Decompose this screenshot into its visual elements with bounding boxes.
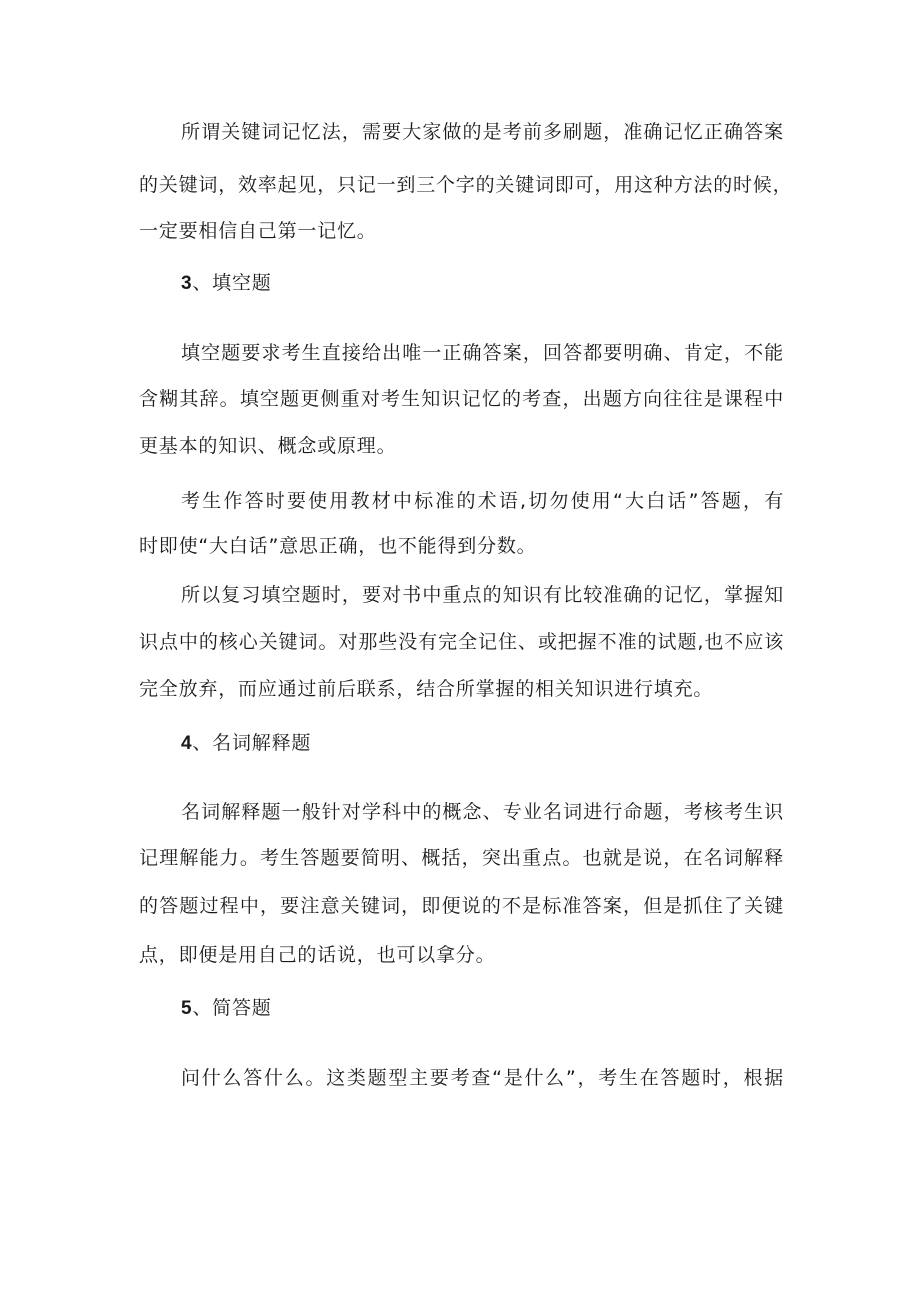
paragraph-5-line-1: 名词解释题一般针对学科中的概念、专业名词进行命题，考核考生识 [181, 801, 784, 823]
paragraph-3-line-1: 考生作答时要使用教材中标准的术语,切勿使用“大白话”答题，有 [181, 490, 784, 512]
paragraph-2-line-3: 更基本的知识、概念或原理。 [139, 435, 397, 457]
section-heading-4 [181, 731, 311, 756]
section-title: 、名词解释题 [192, 732, 312, 754]
paragraph-4-line-1: 所以复习填空题时，要对书中重点的知识有比较准确的记忆，掌握知 [181, 584, 784, 606]
paragraph-4-line-2: 识点中的核心关键词。对那些没有完全记住、或把握不准的试题,也不应该 [139, 631, 784, 653]
section-number: 3 [181, 273, 193, 294]
section-number: 5 [181, 998, 193, 1019]
section-title: 、填空题 [192, 272, 272, 294]
paragraph-5-line-3: 的答题过程中，要注意关键词，即便说的不是标准答案，但是抓住了关键 [139, 895, 784, 917]
paragraph-1-line-3: 一定要相信自己第一记忆。 [139, 220, 377, 242]
paragraph-1-line-2: 的关键词，效率起见，只记一到三个字的关键词即可，用这种方法的时候， [139, 174, 793, 196]
paragraph-4-line-3: 完全放弃，而应通过前后联系，结合所掌握的相关知识进行填充。 [139, 678, 714, 700]
paragraph-5-line-4: 点，即便是用自己的话说，也可以拿分。 [139, 944, 496, 966]
paragraph-2-line-2: 含糊其辞。填空题更侧重对考生知识记忆的考查，出题方向往往是课程中 [139, 388, 784, 410]
section-title: 、简答题 [192, 997, 272, 1019]
section-heading-5 [181, 996, 272, 1021]
paragraph-2-line-1: 填空题要求考生直接给出唯一正确答案，回答都要明确、肯定，不能 [181, 342, 784, 364]
paragraph-5-line-2: 记理解能力。考生答题要简明、概括，突出重点。也就是说，在名词解释 [139, 847, 784, 869]
paragraph-1-line-1: 所谓关键词记忆法，需要大家做的是考前多刷题，准确记忆正确答案 [181, 121, 784, 143]
section-heading-3 [181, 271, 272, 296]
paragraph-3-line-2: 时即使“大白话”意思正确，也不能得到分数。 [139, 535, 537, 557]
section-number: 4 [181, 733, 193, 754]
paragraph-6-line-1: 问什么答什么。这类题型主要考查“是什么”，考生在答题时，根据 [181, 1067, 784, 1089]
